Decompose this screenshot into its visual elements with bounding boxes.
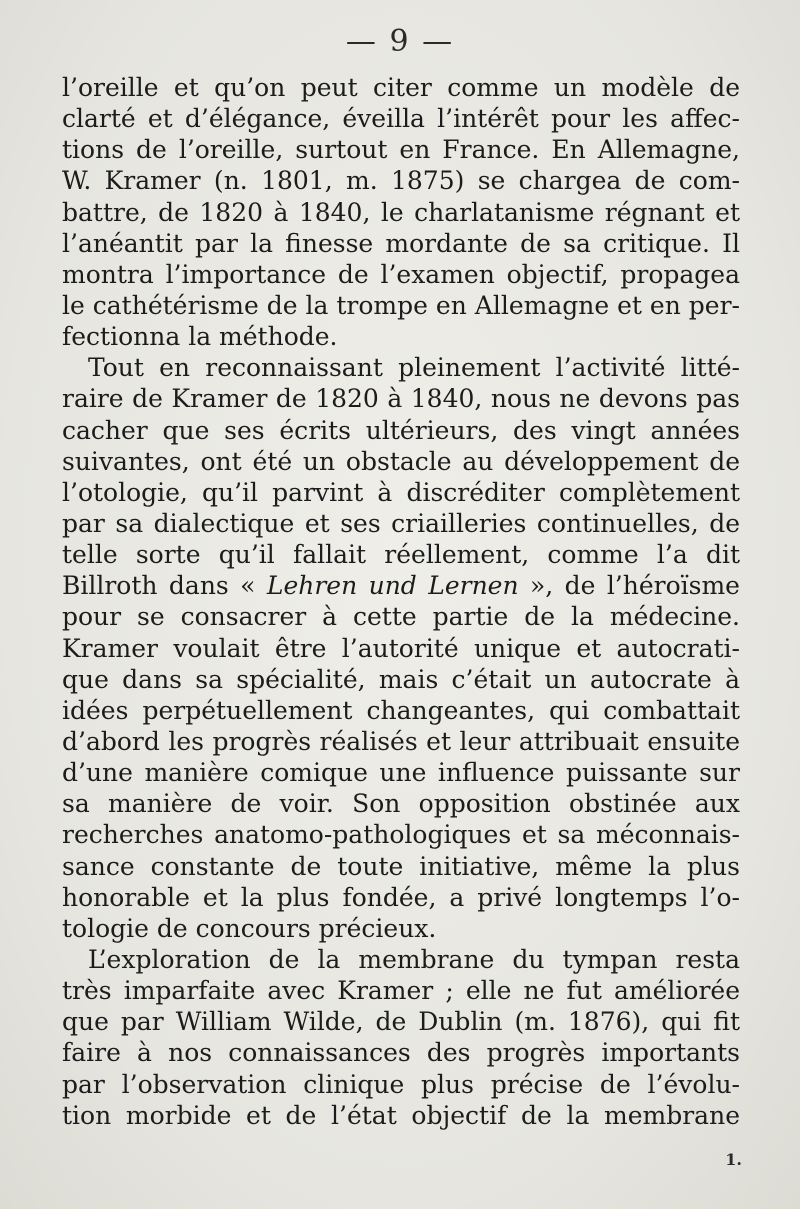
- text-line: tion morbide et de l’état objectif de la membrane: [62, 1100, 740, 1130]
- text-line: l’oreille et qu’on peut citer comme un modèle de: [62, 73, 740, 102]
- text-line: d’abord les progrès réalisés et leur attribuait ensuite: [62, 726, 740, 756]
- text-line: [62, 570, 740, 601]
- text-line: très imparfaite avec Kramer ; elle ne fut améliorée: [62, 976, 740, 1006]
- text-line: recherches anatomo-pathologiques et sa méconnais-: [62, 820, 740, 850]
- text-line: d’une manière comique une influence puissante sur: [62, 758, 740, 788]
- text-line: montra l’importance de l’examen objectif, propagea: [62, 259, 740, 289]
- page-number: — 9 —: [345, 24, 455, 59]
- text-line: par sa dialectique et ses criailleries continuelles, de: [62, 508, 740, 538]
- text-line: fectionna la méthode.: [62, 322, 338, 352]
- text-line: sance constante de toute initiative, même la plus: [62, 851, 740, 881]
- text-line: que dans sa spécialité, mais c’était un autocrate à: [62, 664, 740, 694]
- text-line: battre, de 1820 à 1840, le charlatanisme régnant et: [62, 197, 740, 227]
- text-line: faire à nos connaissances des progrès importants: [62, 1038, 740, 1068]
- text-line: que par William Wilde, de Dublin (m. 1876), qui fit: [62, 1007, 740, 1037]
- text-segment: Billroth dans «: [62, 571, 267, 601]
- text-segment: », de l’héroïsme: [518, 571, 740, 601]
- text-line: telle sorte qu’il fallait réellement, comme l’a dit: [62, 540, 740, 570]
- text-line: l’otologie, qu’il parvint à discréditer complètement: [62, 477, 740, 507]
- text-line: par l’observation clinique plus précise de l’évolu-: [62, 1069, 740, 1099]
- text-line: pour se consacrer à cette partie de la médecine.: [62, 602, 740, 632]
- text-line: l’anéantit par la finesse mordante de sa critique. Il: [62, 228, 740, 258]
- text-line: suivantes, ont été un obstacle au développement de: [62, 446, 740, 476]
- text-line: le cathétérisme de la trompe en Allemagne et en per-: [62, 290, 740, 320]
- text-line: Tout en reconnaissant pleinement l’activité litté-: [88, 353, 740, 383]
- text-line: tions de l’oreille, surtout en France. En Allemagne,: [62, 135, 740, 165]
- italic-title: Lehren und Lernen: [266, 571, 519, 601]
- body-text: [62, 72, 740, 1131]
- text-line: Kramer voulait être l’autorité unique et autocrati-: [62, 633, 740, 663]
- signature-mark: 1.: [725, 1150, 742, 1169]
- text-line: L’exploration de la membrane du tympan resta: [88, 944, 740, 974]
- text-line: W. Kramer (n. 1801, m. 1875) se chargea de com-: [62, 166, 740, 196]
- text-line: idées perpétuellement changeantes, qui combattait: [62, 695, 740, 725]
- text-line: clarté et d’élégance, éveilla l’intérêt pour les affec-: [62, 104, 740, 134]
- text-line: raire de Kramer de 1820 à 1840, nous ne devons pas: [62, 384, 740, 414]
- text-line: tologie de concours précieux.: [62, 913, 437, 943]
- text-line: honorable et la plus fondée, a privé longtemps l’o-: [62, 882, 740, 912]
- text-line: cacher que ses écrits ultérieurs, des vingt années: [62, 415, 740, 445]
- text-line: sa manière de voir. Son opposition obstinée aux: [62, 789, 740, 819]
